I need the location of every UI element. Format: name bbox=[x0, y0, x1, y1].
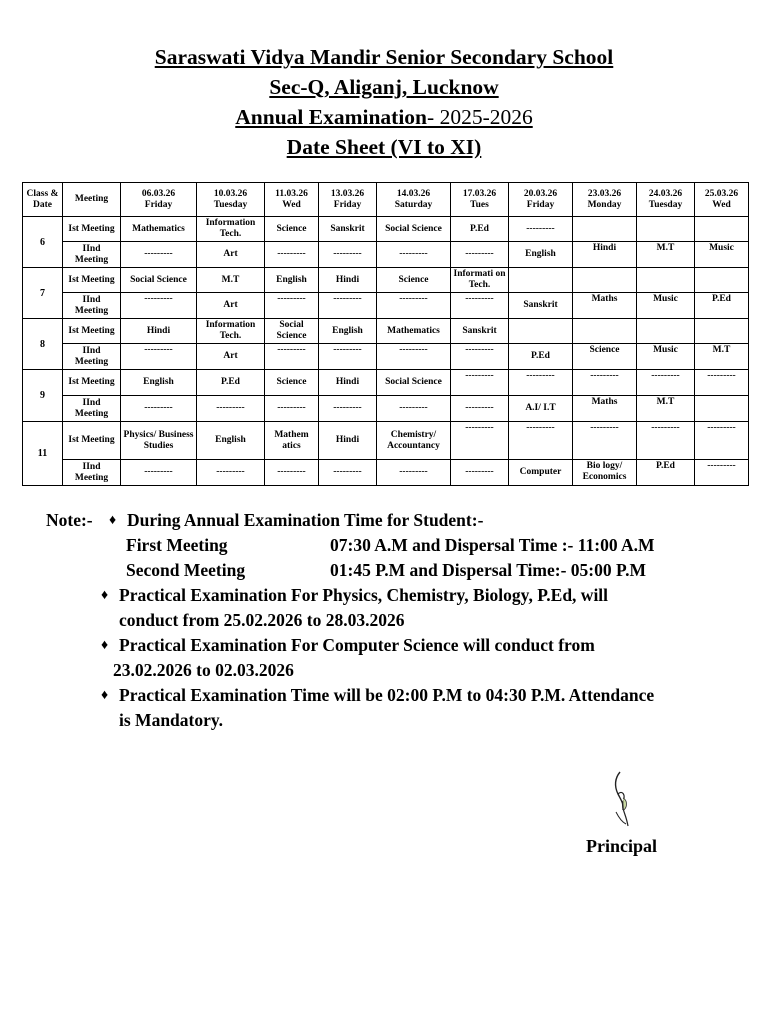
subject-cell: --------- bbox=[265, 396, 319, 422]
date-value: 25.03.26 bbox=[704, 188, 739, 199]
subject-cell: --------- bbox=[265, 242, 319, 268]
subject-cell: --------- bbox=[451, 422, 509, 460]
note-timing-text: During Annual Examination Time for Student:- bbox=[127, 510, 484, 530]
day-value: Wed bbox=[712, 199, 731, 210]
meeting-label: IInd Meeting bbox=[63, 344, 121, 370]
subject-cell: --------- bbox=[573, 422, 637, 460]
subject-cell: --------- bbox=[319, 242, 377, 268]
practical-2-line-1: Practical Examination For Computer Science will conduct from bbox=[119, 635, 595, 655]
bullet-diamond-icon: ♦ bbox=[109, 513, 117, 528]
subject-cell: Music bbox=[695, 242, 749, 268]
date-value: 06.03.26 bbox=[141, 188, 176, 199]
class-label: 9 bbox=[23, 370, 63, 422]
meeting-label: Ist Meeting bbox=[63, 319, 121, 344]
subject-cell bbox=[573, 319, 637, 344]
exam-title-year: - 2025-2026 bbox=[427, 105, 533, 129]
subject-cell: Music bbox=[637, 293, 695, 319]
subject-cell: P.Ed bbox=[451, 217, 509, 242]
table-row bbox=[23, 344, 749, 370]
subject-cell: --------- bbox=[509, 217, 573, 242]
subject-cell: Information Tech. bbox=[197, 319, 265, 344]
subject-cell: --------- bbox=[121, 293, 197, 319]
day-value: Monday bbox=[587, 199, 622, 210]
note-timing-intro bbox=[46, 508, 736, 533]
header-date bbox=[121, 183, 197, 217]
class-label: 6 bbox=[23, 217, 63, 268]
subject-cell: English bbox=[319, 319, 377, 344]
subject-cell bbox=[509, 268, 573, 293]
bullet-diamond-icon: ♦ bbox=[101, 638, 109, 653]
subject-cell bbox=[695, 268, 749, 293]
note-second-meeting bbox=[46, 558, 736, 583]
subject-cell: Art bbox=[197, 344, 265, 370]
subject-cell: --------- bbox=[377, 460, 451, 486]
subject-cell: --------- bbox=[451, 370, 509, 396]
subject-cell bbox=[695, 396, 749, 422]
class-label: 11 bbox=[23, 422, 63, 486]
meeting-label: Ist Meeting bbox=[63, 268, 121, 293]
header-date bbox=[695, 183, 749, 217]
subject-cell: Hindi bbox=[319, 422, 377, 460]
exam-title-prefix: Annual Examination bbox=[235, 105, 428, 129]
day-value: Friday bbox=[526, 199, 555, 210]
subject-cell bbox=[637, 217, 695, 242]
table-row bbox=[23, 422, 749, 460]
meeting-label: Ist Meeting bbox=[63, 217, 121, 242]
subject-cell: --------- bbox=[319, 344, 377, 370]
date-sheet-table bbox=[22, 182, 749, 486]
subject-cell: --------- bbox=[573, 370, 637, 396]
subject-cell: --------- bbox=[197, 396, 265, 422]
school-name: Saraswati Vidya Mandir Senior Secondary School bbox=[154, 45, 614, 69]
subject-cell: M.T bbox=[637, 242, 695, 268]
subject-cell: --------- bbox=[121, 242, 197, 268]
meeting-label: IInd Meeting bbox=[63, 242, 121, 268]
subject-cell: --------- bbox=[509, 370, 573, 396]
note-practical-3 bbox=[46, 683, 736, 708]
subject-cell: --------- bbox=[319, 460, 377, 486]
subject-cell: --------- bbox=[319, 396, 377, 422]
subject-cell: Chemistry/ Accountancy bbox=[377, 422, 451, 460]
header-date bbox=[509, 183, 573, 217]
subject-cell bbox=[509, 319, 573, 344]
subject-cell: Bio logy/ Economics bbox=[573, 460, 637, 486]
subject-cell bbox=[637, 268, 695, 293]
note-label: Note:- bbox=[46, 510, 93, 530]
subject-cell: M.T bbox=[197, 268, 265, 293]
subject-cell: --------- bbox=[451, 344, 509, 370]
exam-title bbox=[0, 102, 768, 132]
subject-cell: Social Science bbox=[377, 370, 451, 396]
subject-cell: --------- bbox=[451, 460, 509, 486]
subject-cell: P.Ed bbox=[695, 293, 749, 319]
subject-cell: --------- bbox=[637, 422, 695, 460]
subject-cell: Information Tech. bbox=[197, 217, 265, 242]
subject-cell bbox=[637, 319, 695, 344]
subject-cell: --------- bbox=[265, 293, 319, 319]
bullet-diamond-icon: ♦ bbox=[101, 588, 109, 603]
subject-cell: P.Ed bbox=[197, 370, 265, 396]
subject-cell: --------- bbox=[121, 396, 197, 422]
subject-cell: Mathem atics bbox=[265, 422, 319, 460]
subject-cell: Sanskrit bbox=[509, 293, 573, 319]
subject-cell: Art bbox=[197, 293, 265, 319]
subject-cell: A.I/ I.T bbox=[509, 396, 573, 422]
subject-cell: Social Science bbox=[265, 319, 319, 344]
subject-cell: P.Ed bbox=[637, 460, 695, 486]
subject-cell: Science bbox=[377, 268, 451, 293]
subject-cell: --------- bbox=[451, 396, 509, 422]
bullet-diamond-icon: ♦ bbox=[101, 688, 109, 703]
practical-3-line-1: Practical Examination Time will be 02:00 P.M to 04:30 P.M. Attendance bbox=[119, 685, 655, 705]
subject-cell bbox=[573, 217, 637, 242]
subject-cell: Social Science bbox=[121, 268, 197, 293]
subject-cell: Informati on Tech. bbox=[451, 268, 509, 293]
subject-cell: --------- bbox=[265, 344, 319, 370]
subject-cell: --------- bbox=[451, 293, 509, 319]
subject-cell: Hindi bbox=[573, 242, 637, 268]
subject-cell: P.Ed bbox=[509, 344, 573, 370]
table-row bbox=[23, 268, 749, 293]
first-meeting-time: 07:30 A.M and Dispersal Time :- 11:00 A.M bbox=[330, 535, 655, 555]
header-date bbox=[319, 183, 377, 217]
header-date bbox=[265, 183, 319, 217]
subject-cell: English bbox=[121, 370, 197, 396]
subject-cell: --------- bbox=[695, 460, 749, 486]
date-value: 14.03.26 bbox=[396, 188, 431, 199]
subject-cell: Sanskrit bbox=[319, 217, 377, 242]
subject-cell: Computer bbox=[509, 460, 573, 486]
table-row bbox=[23, 242, 749, 268]
table-row bbox=[23, 293, 749, 319]
table-row bbox=[23, 396, 749, 422]
subject-cell: English bbox=[265, 268, 319, 293]
date-value: 13.03.26 bbox=[330, 188, 365, 199]
subject-cell: --------- bbox=[377, 242, 451, 268]
second-meeting-label: Second Meeting bbox=[126, 560, 246, 580]
subject-cell: --------- bbox=[121, 344, 197, 370]
practical-1-line-1: Practical Examination For Physics, Chemistry, Biology, P.Ed, will bbox=[119, 585, 609, 605]
subject-cell: Science bbox=[265, 217, 319, 242]
subject-cell: Maths bbox=[573, 293, 637, 319]
table-row bbox=[23, 460, 749, 486]
subject-cell: --------- bbox=[265, 460, 319, 486]
subject-cell: English bbox=[197, 422, 265, 460]
subject-cell: Hindi bbox=[319, 370, 377, 396]
subject-cell: Science bbox=[265, 370, 319, 396]
header-date bbox=[637, 183, 695, 217]
subject-cell: --------- bbox=[197, 460, 265, 486]
header-class-date: Class & Date bbox=[23, 183, 63, 217]
note-practical-1-cont bbox=[46, 608, 736, 633]
meeting-label: Ist Meeting bbox=[63, 422, 121, 460]
date-value: 10.03.26 bbox=[213, 188, 248, 199]
subject-cell bbox=[695, 319, 749, 344]
date-value: 24.03.26 bbox=[648, 188, 683, 199]
meeting-label: IInd Meeting bbox=[63, 396, 121, 422]
subject-cell bbox=[695, 217, 749, 242]
header-date bbox=[197, 183, 265, 217]
subject-cell: --------- bbox=[377, 293, 451, 319]
subject-cell: Sanskrit bbox=[451, 319, 509, 344]
subject-cell: --------- bbox=[695, 422, 749, 460]
header-date bbox=[377, 183, 451, 217]
subject-cell: --------- bbox=[121, 460, 197, 486]
practical-3-line-2: is Mandatory. bbox=[119, 710, 224, 730]
practical-1-line-2: conduct from 25.02.2026 to 28.03.2026 bbox=[119, 610, 405, 630]
table-row bbox=[23, 217, 749, 242]
note-practical-1 bbox=[46, 583, 736, 608]
subject-cell: English bbox=[509, 242, 573, 268]
note-practical-2-cont bbox=[46, 658, 736, 683]
subject-cell: M.T bbox=[695, 344, 749, 370]
subject-cell: Mathematics bbox=[121, 217, 197, 242]
subject-cell: M.T bbox=[637, 396, 695, 422]
second-meeting-time: 01:45 P.M and Dispersal Time:- 05:00 P.M bbox=[330, 560, 646, 580]
document-header bbox=[0, 42, 768, 162]
subject-cell bbox=[573, 268, 637, 293]
meeting-label: Ist Meeting bbox=[63, 370, 121, 396]
note-practical-3-cont bbox=[46, 708, 736, 733]
subject-cell: Hindi bbox=[319, 268, 377, 293]
day-value: Saturday bbox=[394, 199, 433, 210]
subject-cell: Music bbox=[637, 344, 695, 370]
day-value: Friday bbox=[333, 199, 362, 210]
date-value: 23.03.26 bbox=[587, 188, 622, 199]
sheet-title: Date Sheet (VI to XI) bbox=[286, 135, 482, 159]
table-row bbox=[23, 319, 749, 344]
header-date bbox=[451, 183, 509, 217]
school-address: Sec-Q, Aliganj, Lucknow bbox=[269, 75, 499, 99]
subject-cell: Mathematics bbox=[377, 319, 451, 344]
note-first-meeting bbox=[46, 533, 736, 558]
first-meeting-label: First Meeting bbox=[126, 535, 228, 555]
day-value: Tues bbox=[470, 199, 489, 210]
subject-cell: --------- bbox=[319, 293, 377, 319]
header-date bbox=[573, 183, 637, 217]
table-row bbox=[23, 370, 749, 396]
subject-cell: --------- bbox=[509, 422, 573, 460]
subject-cell: Social Science bbox=[377, 217, 451, 242]
subject-cell: Hindi bbox=[121, 319, 197, 344]
subject-cell: --------- bbox=[451, 242, 509, 268]
principal-label: Principal bbox=[586, 836, 657, 856]
subject-cell: --------- bbox=[377, 396, 451, 422]
day-value: Wed bbox=[282, 199, 301, 210]
class-label: 7 bbox=[23, 268, 63, 319]
meeting-label: IInd Meeting bbox=[63, 460, 121, 486]
subject-cell: --------- bbox=[637, 370, 695, 396]
subject-cell: Maths bbox=[573, 396, 637, 422]
class-label: 8 bbox=[23, 319, 63, 370]
notes-section bbox=[46, 508, 736, 733]
note-practical-2 bbox=[46, 633, 736, 658]
principal-signature bbox=[606, 770, 636, 828]
day-value: Friday bbox=[144, 199, 173, 210]
date-value: 20.03.26 bbox=[523, 188, 558, 199]
subject-cell: --------- bbox=[695, 370, 749, 396]
date-value: 17.03.26 bbox=[462, 188, 497, 199]
meeting-label: IInd Meeting bbox=[63, 293, 121, 319]
date-value: 11.03.26 bbox=[275, 188, 308, 199]
day-value: Tuesday bbox=[648, 199, 683, 210]
header-meeting: Meeting bbox=[63, 183, 121, 217]
subject-cell: Art bbox=[197, 242, 265, 268]
subject-cell: --------- bbox=[377, 344, 451, 370]
subject-cell: Science bbox=[573, 344, 637, 370]
subject-cell: Physics/ Business Studies bbox=[121, 422, 197, 460]
day-value: Tuesday bbox=[213, 199, 248, 210]
practical-2-line-2: 23.02.2026 to 02.03.2026 bbox=[113, 660, 294, 680]
